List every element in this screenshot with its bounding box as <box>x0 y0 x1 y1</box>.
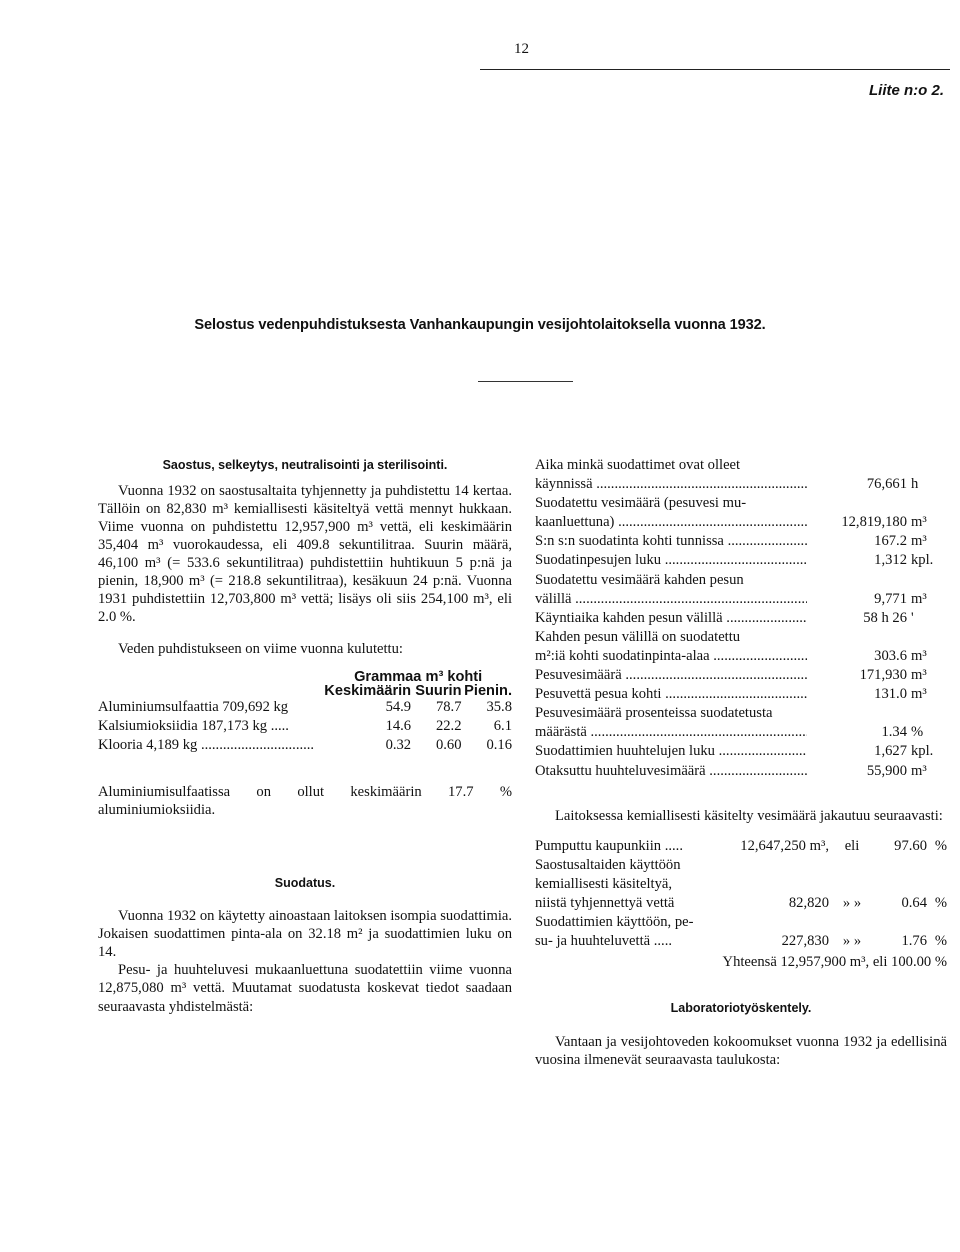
table-row <box>535 532 947 551</box>
left-column <box>98 458 512 1016</box>
dist-eli: eli <box>844 837 860 854</box>
table-row <box>535 551 947 570</box>
chem-avg: 0.32 <box>385 737 412 754</box>
table-row <box>535 609 947 628</box>
filter-label: Käyntiaika kahden pesun välillä ..... <box>535 610 807 626</box>
paragraph-aluminium: Aluminiumisulfaatissa on ollut keskimäärin 17.7 % aluminiumioksiidia. <box>98 784 512 819</box>
filter-label-line: Suodatettu vesimäärä kahden pesun <box>535 571 744 588</box>
filter-value: 167.2 <box>874 533 907 550</box>
dist-unit: % <box>934 837 947 854</box>
section-heading-laboratory: Laboratoriotyöskentely. <box>670 1001 812 1016</box>
dist-label-line: kemiallisesti käsiteltyä, <box>535 875 672 892</box>
table-row <box>535 628 947 647</box>
dist-amount: 227,830 <box>781 933 829 950</box>
chemicals-table <box>98 670 512 755</box>
dist-label: su- ja huuhteluvettä ..... <box>535 933 672 950</box>
filter-label: määrästä ..... <box>535 724 807 740</box>
table-row <box>98 736 512 755</box>
right-column <box>535 456 947 1069</box>
dist-label: Pumputtu kaupunkiin ..... <box>535 837 683 854</box>
filter-label: Pesuvesimäärä ..... <box>535 667 807 683</box>
filter-label: S:n s:n suodatinta kohti tunnissa ..... <box>535 533 807 549</box>
filter-unit: h <box>911 476 919 493</box>
table-row <box>98 698 512 717</box>
table-row <box>535 666 947 685</box>
table-row <box>535 932 947 951</box>
chem-min: 0.16 <box>486 737 512 754</box>
document-title: Selostus vedenpuhdistuksesta Vanhankaupungin vesijohtolaitoksella vuonna 1932. <box>194 317 766 333</box>
chem-head-avg: Keskimäärin <box>324 683 412 700</box>
table-row <box>535 856 947 875</box>
filter-unit: kpl. <box>911 743 934 760</box>
filter-label-line: Suodatettu vesimäärä (pesuvesi mu- <box>535 495 747 512</box>
header-rule <box>480 69 950 70</box>
table-row <box>535 647 947 666</box>
filter-label: Pesuvettä pesua kohti ..... <box>535 686 807 702</box>
filter-value: 303.6 <box>874 647 907 664</box>
distribution-total: Yhteensä 12,957,900 m³, eli 100.00 % <box>722 954 947 971</box>
chem-avg: 54.9 <box>385 699 412 716</box>
filter-unit: m³ <box>911 686 927 703</box>
filter-value: 55,900 <box>866 762 907 779</box>
filter-value: 58 h 26 <box>863 609 907 626</box>
dist-amount: 82,820 <box>788 894 829 911</box>
table-row <box>535 837 947 856</box>
filter-label: välillä ..... <box>535 591 807 607</box>
filter-value: 9,771 <box>874 590 907 607</box>
table-row <box>535 571 947 590</box>
filter-unit: m³ <box>911 647 927 664</box>
dist-label: niistä tyhjennettyä vettä <box>535 894 675 911</box>
chem-label: Aluminiumsulfaattia 709,692 kg <box>98 699 289 716</box>
section-heading-saostus: Saostus, selkeytys, neutralisointi ja sterilisointi. <box>162 458 448 472</box>
chem-label: Klooria 4,189 kg ............................... <box>98 737 315 754</box>
filter-label: Suodatinpesujen luku ..... <box>535 552 807 568</box>
chem-head-max: Suurin <box>415 683 462 700</box>
filter-label: kaanluettuna) ..... <box>535 514 807 530</box>
paragraph-distribution-intro: Laitoksessa kemiallisesti käsitelty vesimäärä jakautuu seuraavasti: <box>555 807 943 824</box>
filter-unit: % <box>911 724 924 741</box>
filter-unit: ' <box>911 609 914 626</box>
filter-unit: m³ <box>911 667 927 684</box>
table-row <box>535 513 947 532</box>
table-row <box>535 875 947 894</box>
paragraph-consumption-intro: Veden puhdistukseen on viime vuonna kulutettu: <box>118 641 403 658</box>
chem-avg: 14.6 <box>385 718 412 735</box>
dist-label-line: Suodattimien käyttöön, pe- <box>535 914 694 931</box>
paragraph-filters: Vuonna 1932 on käytetty ainoastaan laitoksen isompia suodattimia. Jokaisen suodattimen pinta-ala on 32.18 m² ja suodattimien luku on 14. <box>98 908 512 961</box>
table-row <box>535 494 947 513</box>
filter-label-line: Kahden pesun välillä on suodatettu <box>535 628 741 645</box>
chem-max: 0.60 <box>435 737 462 754</box>
filter-value: 171,930 <box>859 667 907 684</box>
filtration-summary-table <box>535 456 947 781</box>
paragraph-laboratory: Vantaan ja vesijohtoveden kokoomukset vuonna 1932 ja edellisinä vuosina ilmenevät seuraavasta taulukosta: <box>535 1033 947 1068</box>
chem-min: 6.1 <box>493 718 512 735</box>
table-row <box>535 456 947 475</box>
paragraph-filtered-volume: Pesu- ja huuhteluvesi mukaanluettuna suodatettiin viime vuonna 12,875,080 m³ vettä. Muutamat suodatusta koskevat tiedot saadaan seuraavasta yhdistelmästä: <box>98 962 512 1015</box>
filter-unit: m³ <box>911 762 927 779</box>
title-rule <box>478 381 573 382</box>
table-row <box>535 590 947 609</box>
filter-value: 131.0 <box>874 686 907 703</box>
table-row <box>535 723 947 742</box>
filter-value: 1.34 <box>881 724 907 741</box>
dist-amount: 12,647,250 m³, <box>740 837 829 854</box>
filter-unit: m³ <box>911 590 927 607</box>
section-heading-suodatus: Suodatus. <box>274 875 336 890</box>
chem-max: 22.2 <box>435 718 462 735</box>
dist-unit: % <box>934 894 947 911</box>
dist-label-line: Saostusaltaiden käyttöön <box>535 856 681 873</box>
dist-pct: 97.60 <box>894 837 927 854</box>
page-number: 12 <box>514 41 529 57</box>
table-row <box>535 475 947 494</box>
dist-unit: % <box>934 933 947 950</box>
chem-max: 78.7 <box>435 699 462 716</box>
chem-label: Kalsiumioksiidia 187,173 kg ..... <box>98 718 289 735</box>
table-row <box>98 717 512 736</box>
filter-value: 76,661 <box>866 476 907 493</box>
filter-value: 12,819,180 <box>841 514 907 531</box>
paragraph-saostus: Vuonna 1932 on saostusaltaita tyhjennetty ja puhdistettu 14 kertaa. Tällöin on 82,830 m³ kemiallisesti käsiteltyä vettä mennyt hukkaan. Viime vuonna on puhdistettu 12,957,900 m³ vettä, eli keskimäärin 35,404 m³ vuorokaudessa, eli 409.8 sekuntilitraa. Suurin määrä, 46,100 m³ (= 533.6 sekuntilitraa) puhdistettiin huhtikuun 5 p:nä ja pienin, 18,900 m³ (= 218.8 sekuntilitraa), kesäkuun 24 p:nä. Vuonna 1931 puhdistettiin 12,703,800 m³ vettä; lisäys oli siis 254,100 m³, eli 2.0 %. <box>98 482 512 626</box>
filter-label-line: Aika minkä suodattimet ovat olleet <box>535 457 741 473</box>
chem-min: 35.8 <box>486 699 512 716</box>
appendix-label: Liite n:o 2. <box>869 82 944 99</box>
filter-unit: m³ <box>911 533 927 550</box>
filter-label: Suodattimien huuhtelujen luku ..... <box>535 743 807 759</box>
table-row <box>535 762 947 781</box>
filter-value: 1,627 <box>874 743 907 760</box>
table-row <box>535 894 947 913</box>
filter-unit: kpl. <box>911 552 934 569</box>
chem-head-top: Grammaa m³ kohti <box>354 669 483 686</box>
dist-pct: 1.76 <box>901 933 927 950</box>
table-row <box>535 704 947 723</box>
dist-eli: » » <box>842 933 862 950</box>
dist-eli: » » <box>842 894 862 911</box>
table-row <box>535 742 947 761</box>
chem-head-min: Pienin. <box>464 683 512 700</box>
filter-label: Otaksuttu huuhteluvesimäärä ..... <box>535 763 807 779</box>
filter-label-line: Pesuvesimäärä prosenteissa suodatetusta <box>535 705 773 722</box>
filter-label: käynnissä ..... <box>535 476 807 492</box>
table-row <box>535 913 947 932</box>
table-row <box>535 685 947 704</box>
filter-unit: m³ <box>911 514 927 531</box>
filter-label: m²:iä kohti suodatinpinta-alaa ..... <box>535 648 807 664</box>
distribution-table <box>535 837 947 952</box>
filter-value: 1,312 <box>874 552 907 569</box>
dist-pct: 0.64 <box>901 894 927 911</box>
